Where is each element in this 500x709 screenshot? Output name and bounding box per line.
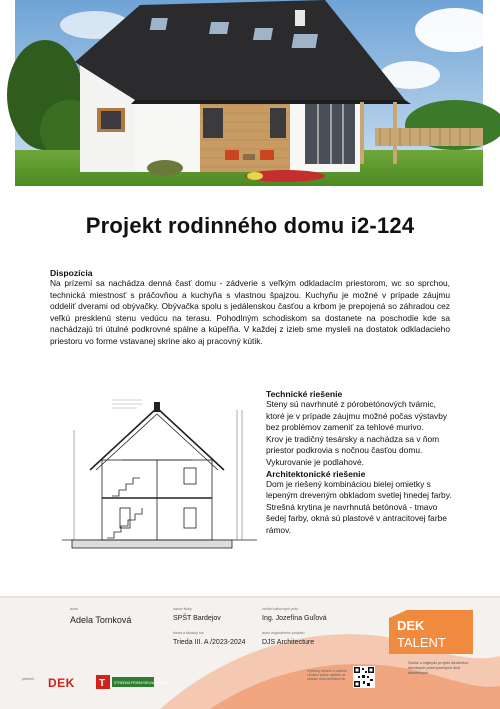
class-label: trieda a školský rok (173, 631, 204, 635)
qr-note: Výsledky súťaže a ostatné súťažné práce nájdete na stránke www.dektalent.sk (307, 669, 347, 682)
architect-name: DJS Architecture (262, 639, 315, 646)
page-title: Projekt rodinného domu i2-124 (85, 213, 415, 238)
talent-note: Súťaž o najlepší projekt študentov stredných priemyselných škôl stavebných (408, 660, 469, 675)
teacher-label: vedúci odborných prác (262, 607, 299, 611)
partners-label: partneri (22, 677, 35, 681)
dek-talent-bottom: TALENT (397, 635, 446, 650)
dek-logo: DEK (48, 676, 75, 690)
architect-label: autor originálneho projektu (262, 631, 305, 635)
technicke-text-1: Steny sú navrhnuté z pórobetónových tvárnic, ktoré je v prípade záujmu možné počas výstavby bez problémov zameniť za tehlové murivo. (266, 399, 448, 433)
qr-code (353, 666, 375, 688)
architektonicke-text-1: Dom je riešený kombináciou bielej omietky s lepeným dreveným obkladom svetlej hnedej farby. (266, 478, 452, 501)
section-drawing (62, 390, 257, 565)
partner-school-logo (96, 675, 168, 689)
technicke-text-2: Krov je tradičný tesársky a nachádza sa v ňom priestor podkrovia s nočnou časťou domu. Vykurovanie je podlahové. (266, 433, 440, 467)
svg-text:T: T (99, 678, 106, 689)
author-label: autor (70, 607, 79, 611)
partner2-text: STREDNÁ PRIEMYSELNÁ ŠKOLA (114, 681, 168, 685)
class-value: Trieda III. A /2023-2024 (173, 639, 246, 646)
footer-divider (0, 596, 500, 598)
dispozicia-text: Na prízemí sa nachádza denná časť domu - zádverie s veľkým odkladacím priestorom, wc so sprchou, technická miestnosť s práčovňou a kuchyňa s vlastnou špajzou. Kuchyňu je možné v prípade záujmu oddeliť dverami od obývačky. Obývačka spolu s jedálenskou časťou a krbom je prepojená so záhradou cez veľkú presklenú stenu vedúcu na terasu. Pohodlným schodiskom sa dostanete na poschodie kde sa nachádzajú tri útulné podkrovné spálne a kúpeľňa. V každej z izieb sme mysleli na dostatok odkladacieho priestoru vo forme vstavanej skrine ako aj pracovný kútik. (50, 278, 450, 346)
teacher-name: Ing. Jozefína Guľová (262, 615, 327, 622)
house-photo (15, 0, 483, 186)
technicke-heading: Technické riešenie (266, 389, 343, 399)
dispozicia-section (50, 268, 450, 348)
dek-talent-top: DEK (397, 618, 425, 633)
architektonicke-heading: Architektonické riešenie (266, 468, 366, 479)
riesenie-section (266, 389, 456, 537)
dek-talent-logo (389, 610, 473, 654)
school-label: názov školy (173, 607, 192, 611)
architektonicke-text-2: Strešná krytina je navrhnutá betónová - tmavo šedej farby, okná sú plastové v antracitovej farbe rámov. (266, 501, 447, 535)
author-name: Adela Tomková (70, 615, 132, 625)
dispozicia-heading: Dispozícia (50, 268, 93, 278)
school-name: SPŠT Bardejov (173, 615, 221, 622)
